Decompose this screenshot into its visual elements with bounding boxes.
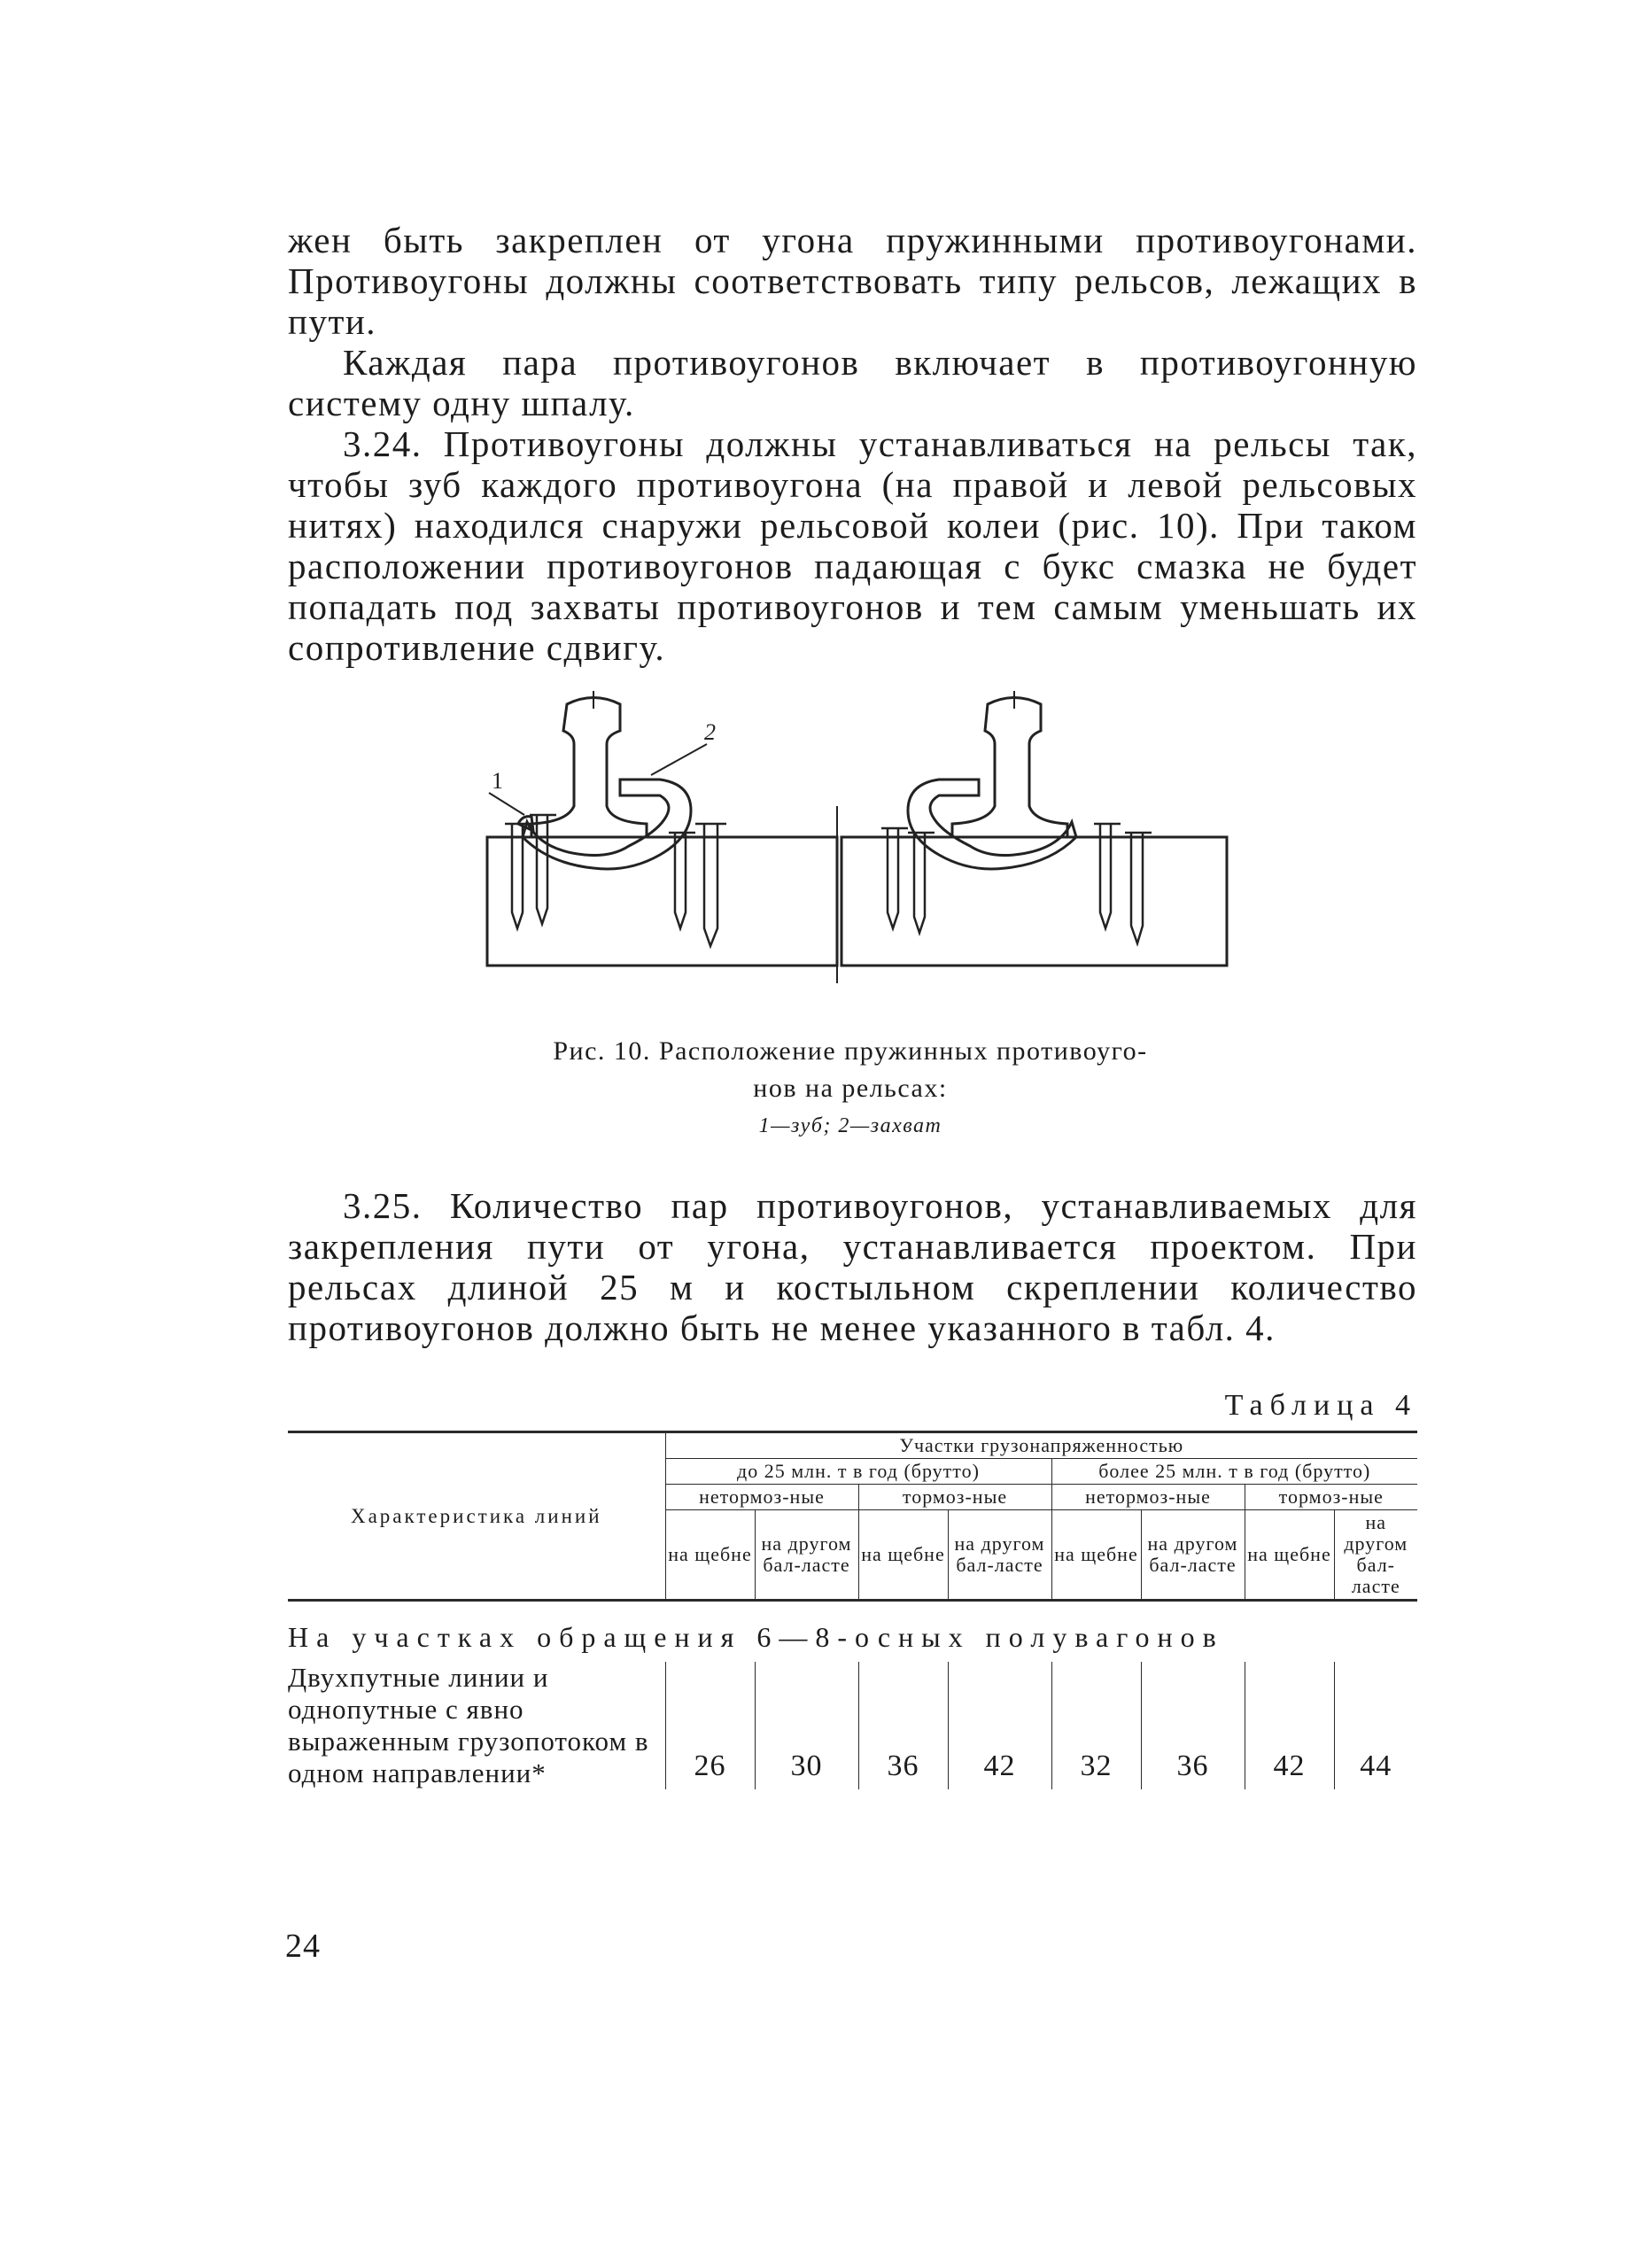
header-braking-1: тормоз-ные [858,1485,1051,1510]
figure-label-2: 2 [704,719,716,745]
paragraph-continuation: жен быть закреплен от угона пружинными противоугонами. Противоугоны должны соответствовать типу рельсов, лежащих в пути. [288,220,1417,342]
table-title: Таблица 4 [1224,1389,1417,1422]
cell-value: 30 [755,1662,858,1789]
table-section-row [288,1601,1417,1663]
figure-caption-line1: Рис. 10. Расположение пружинных противоуго- [553,1036,1148,1066]
cell-value: 42 [1245,1662,1334,1789]
figure-caption-legend: 1—зуб; 2—захват [758,1114,942,1137]
figure-rail-anchors [478,691,1240,1010]
header-crushed-stone-1: на щебне [665,1510,755,1601]
header-crushed-stone-2: на щебне [858,1510,948,1601]
text-block-3-25 [288,1185,1417,1348]
row-label: Двухпутные линии и однопутные с явно выраженным грузопотоком в одном направлении* [288,1662,665,1789]
rail-right [952,691,1067,837]
header-nonbraking-2: нетормоз-ные [1051,1485,1245,1510]
header-other-ballast-1: на другом бал-ласте [755,1510,858,1601]
spikes-left [505,815,726,946]
header-other-ballast-3: на другом бал-ласте [1141,1510,1245,1601]
header-other-ballast-4: на другом бал-ласте [1334,1510,1417,1601]
cell-value: 36 [1141,1662,1245,1789]
cell-value: 44 [1334,1662,1417,1789]
text-block-top [288,220,1417,668]
cell-value: 32 [1051,1662,1141,1789]
paragraph-3-25: 3.25. Количество пар противоугонов, устанавливаемых для закрепления пути от угона, устанавливается проектом. При рельсах длиной 25 м и костыльном скреплении количество противоугонов должно быть не менее указанного в табл. 4. [288,1185,1417,1348]
cell-value: 42 [948,1662,1051,1789]
header-crushed-stone-3: на щебне [1051,1510,1141,1601]
cell-value: 26 [665,1662,755,1789]
rail-anchor-diagram [478,691,1240,1010]
figure-label-1: 1 [492,768,503,794]
paragraph-pair-count: Каждая пара противоугонов включает в противоугонную систему одну шпалу. [288,342,1417,423]
anchor-right [908,780,1076,869]
figure-caption-line2: нов на рельсах: [753,1074,948,1103]
table-row [288,1662,1417,1789]
header-over-25: более 25 млн. т в год (брутто) [1051,1459,1417,1485]
paragraph-3-24: 3.24. Противоугоны должны устанавливаться на рельсы так, чтобы зуб каждого противоугона (на правой и левой рельсовых нитях) находился снаружи рельсовой колеи (рис. 10). При таком расположении противоугонов падающая с букс смазка не будет попадать под захваты противоугонов и тем самым уменьшать их сопротивление сдвигу. [288,423,1417,668]
cell-value: 36 [858,1662,948,1789]
anchor-count-table [288,1431,1417,1789]
header-other-ballast-2: на другом бал-ласте [948,1510,1051,1601]
header-up-to-25: до 25 млн. т в год (брутто) [665,1459,1051,1485]
header-line-characteristic: Характеристика линий [288,1432,665,1601]
header-braking-2: тормоз-ные [1245,1485,1417,1510]
page-number: 24 [285,1928,321,1965]
sleeper-left [487,837,837,966]
header-nonbraking-1: нетормоз-ные [665,1485,858,1510]
section-title: На участках обращения 6—8-осных полувагонов [288,1621,1224,1653]
header-crushed-stone-4: на щебне [1245,1510,1334,1601]
header-traffic-sections: Участки грузонапряженностью [665,1432,1417,1459]
